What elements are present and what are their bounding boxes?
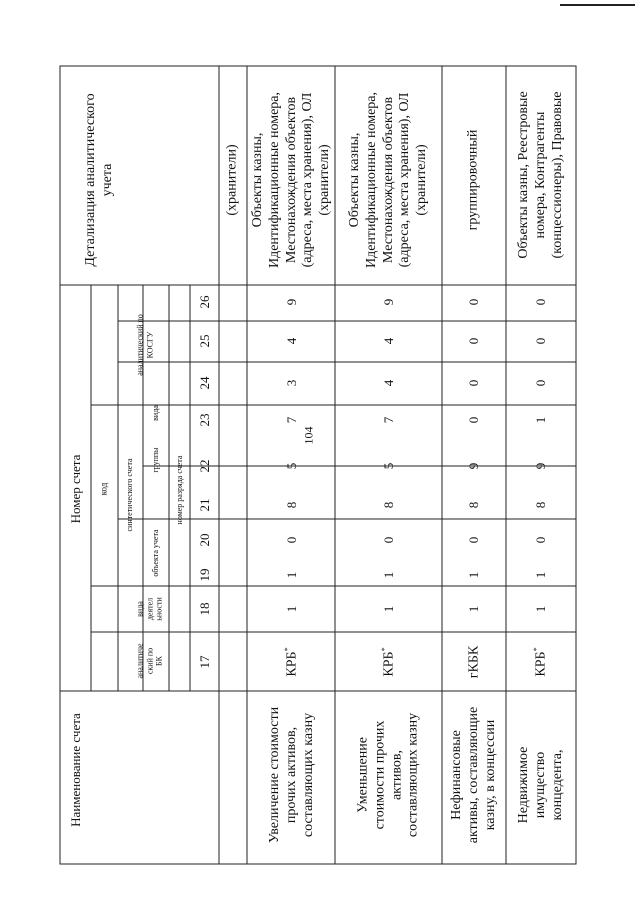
row-value: 0: [533, 536, 549, 544]
header-digit-number: номер разряда счета: [175, 455, 185, 525]
col-number: 18: [197, 602, 213, 616]
table-row-name: Уменьшение стоимости прочих активов, составляющих казну: [355, 712, 421, 838]
header-analytic-bk: аналитиче ский по БК: [135, 643, 164, 679]
row-value: 9: [381, 298, 397, 306]
row-detail-continuation: (хранители): [224, 144, 240, 216]
page-number: 104: [301, 426, 316, 445]
col-number: 23: [197, 413, 213, 427]
row-value: 8: [381, 501, 397, 509]
col-number: 21: [197, 498, 213, 512]
header-object: объекта учета: [151, 529, 161, 577]
row-value: 7: [381, 416, 397, 424]
row-value: 4: [381, 379, 397, 387]
row-value: 1: [533, 416, 549, 424]
row-value: 0: [466, 536, 482, 544]
row-value: 1: [466, 571, 482, 579]
col-number: 25: [197, 334, 213, 348]
row-value: 0: [533, 379, 549, 387]
col-number: 26: [197, 295, 213, 309]
row-bk-code: КРБ*: [282, 647, 300, 677]
row-value: 1: [381, 571, 397, 579]
row-value: 8: [533, 501, 549, 509]
col-number: 19: [197, 568, 213, 582]
row-value: 3: [284, 379, 300, 387]
row-value: 0: [466, 337, 482, 345]
row-bk-code: КРБ*: [531, 647, 549, 677]
header-analytic-kosgu: аналитический по КОСГУ: [135, 314, 154, 376]
row-value: 0: [533, 337, 549, 345]
row-bk-code: гКБК: [466, 645, 482, 679]
row-detail: группировочный: [465, 129, 481, 231]
row-value: 1: [284, 571, 300, 579]
table-row-name: Недвижимое имущество концедента,: [515, 746, 565, 824]
row-value: 7: [284, 416, 300, 424]
row-value: 1: [284, 605, 300, 613]
header-account-number: Номер счета: [68, 454, 84, 524]
row-value: 8: [284, 501, 300, 509]
row-bk-code: КРБ*: [379, 647, 397, 677]
table-row-name: Увеличение стоимости прочих активов, составляющих казну: [266, 706, 316, 844]
table-row-name: Нефинансовые активы, составляющие казну, в концессии: [448, 706, 498, 844]
col-number: 17: [197, 655, 213, 669]
row-value: 5: [284, 462, 300, 470]
row-value: 5: [381, 462, 397, 470]
row-value: 1: [533, 571, 549, 579]
row-detail: Объекты казны, Реестровые номера, Контрагенты (концессионеры), Правовые: [515, 91, 565, 259]
row-value: 1: [466, 605, 482, 613]
col-number: 20: [197, 533, 213, 547]
row-value: 9: [466, 462, 482, 470]
row-value: 4: [284, 337, 300, 345]
row-value: 0: [466, 379, 482, 387]
row-value: 1: [533, 605, 549, 613]
col-number: 22: [197, 459, 213, 473]
row-detail: Объекты казны, Идентификационные номера, Местонахождения объектов (адреса, места хранения), ОЛ (хранители): [250, 91, 333, 269]
row-value: 0: [466, 298, 482, 306]
row-value: 0: [381, 536, 397, 544]
header-detail: Детализация аналитического учета: [83, 93, 115, 267]
header-activity-type: вида деятел ьности: [135, 597, 164, 621]
row-value: 9: [284, 298, 300, 306]
header-kind: вида: [151, 405, 161, 421]
row-value: 0: [533, 298, 549, 306]
row-detail: Объекты казны, Идентификационные номера, Местонахождения объектов (адреса, места хранения), ОЛ (хранители): [347, 91, 430, 269]
header-code: код: [98, 482, 109, 496]
col-number: 24: [197, 376, 213, 390]
row-value: 8: [466, 501, 482, 509]
header-account-name: Наименование счета: [68, 713, 84, 827]
header-group: группы: [151, 447, 161, 473]
row-value: 0: [466, 416, 482, 424]
row-value: 4: [381, 337, 397, 345]
row-value: 9: [533, 462, 549, 470]
row-value: 0: [284, 536, 300, 544]
row-value: 1: [381, 605, 397, 613]
header-synthetic: синтетического счета: [125, 458, 135, 532]
